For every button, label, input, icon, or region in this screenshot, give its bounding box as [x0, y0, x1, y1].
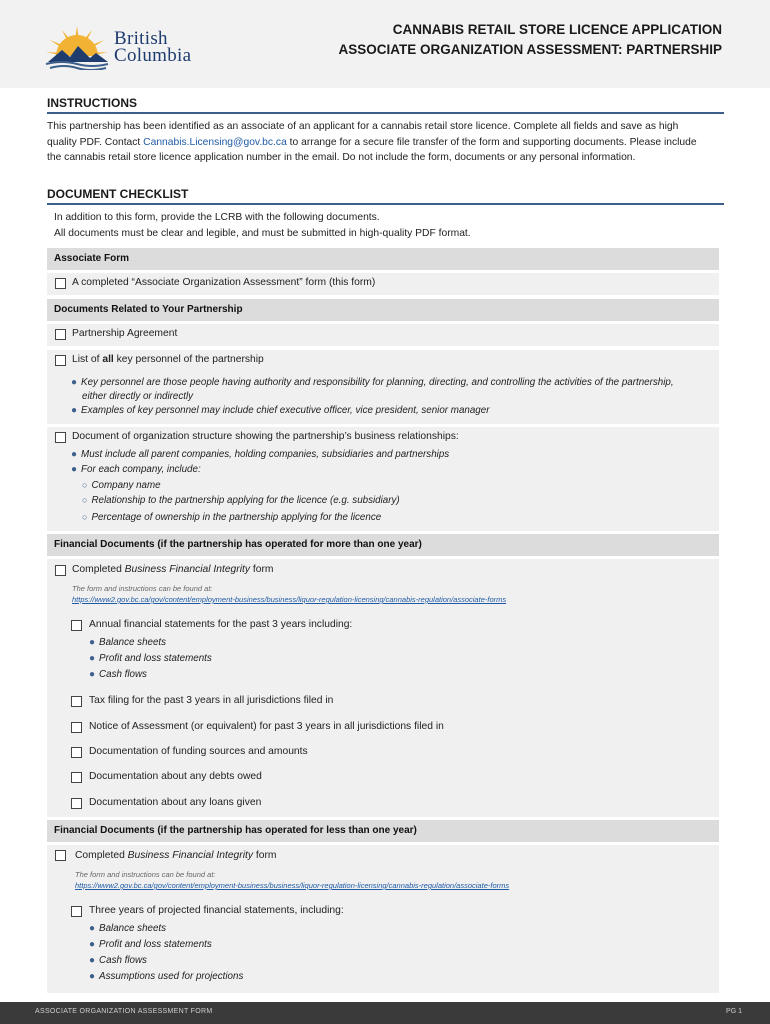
notice-assessment-label: Notice of Assessment (or equivalent) for past 3 years in all jurisdictions filed in — [89, 721, 444, 732]
title-line-2: ASSOCIATE ORGANIZATION ASSESSMENT: PARTNERSHIP — [338, 42, 722, 57]
bfi-less-found-at: The form and instructions can be found at: — [75, 870, 216, 879]
os-sub-3: Percentage of ownership in the partnership applying for the licence — [91, 512, 382, 523]
bfi-more-label — [72, 564, 273, 575]
proj-b2: Profit and loss statements — [99, 939, 212, 950]
key-personnel-row — [47, 350, 719, 424]
list-item: ● Balance sheets — [89, 637, 167, 648]
bfi-less-post: form — [253, 850, 277, 861]
checkbox-bfi-less[interactable] — [55, 850, 66, 861]
checkbox-projected-statements[interactable] — [71, 906, 82, 917]
instructions-line-2 — [47, 135, 737, 151]
bfi-less-label — [75, 850, 276, 861]
bc-logo — [42, 22, 212, 70]
footer-page-number: PG 1 — [726, 1008, 742, 1015]
section-band-financial-less: Financial Documents (if the partnership has operated for less than one year) — [47, 820, 719, 842]
instructions-line-2-post: to arrange for a secure file transfer of the form and supporting documents. Please include — [286, 136, 697, 148]
instructions-line-1: This partnership has been identified as an associate of an applicant for a cannabis retail store licence. Complete all fields and save as high — [47, 121, 679, 132]
document-title — [338, 20, 722, 60]
bfi-more-pre: Completed — [72, 564, 125, 575]
bfi-less-url-link[interactable]: https://www2.gov.bc.ca/gov/content/employment-business/business/liquor-regulation-licensing/cannabis-regulation/associate-forms — [75, 881, 510, 890]
proj-b3: Cash flows — [99, 955, 147, 966]
checklist-intro — [54, 210, 744, 241]
projected-statements-label: Three years of projected financial statements, including: — [89, 905, 344, 916]
proj-b1: Balance sheets — [99, 923, 167, 934]
annual-b3: Cash flows — [99, 669, 147, 680]
list-item: ● Examples of key personnel may include chief executive officer, vice president, senior manager — [71, 405, 490, 416]
list-item: ○ Company name — [82, 480, 161, 491]
page-footer — [0, 1002, 770, 1024]
section-band-financial-more: Financial Documents (if the partnership has operated for more than one year) — [47, 534, 719, 556]
checkbox-org-structure[interactable] — [55, 432, 66, 443]
checkbox-key-personnel[interactable] — [55, 355, 66, 366]
kp-bullet-1a: Key personnel are those people having authority and responsibility for planning, directing, and controlling the activities of the partnership, — [81, 377, 674, 388]
checkbox-partnership-agreement[interactable] — [55, 329, 66, 340]
key-personnel-label — [72, 354, 264, 365]
associate-form-label: A completed “Associate Organization Assessment” form (this form) — [72, 277, 376, 288]
list-item: ● Cash flows — [89, 955, 147, 966]
annual-b2: Profit and loss statements — [99, 653, 212, 664]
checkbox-funding-sources[interactable] — [71, 747, 82, 758]
key-personnel-post: key personnel of the partnership — [113, 354, 264, 365]
instructions-text — [47, 119, 737, 166]
checklist-intro-1: In addition to this form, provide the LCRB with the following documents. — [54, 212, 380, 223]
bfi-more-found-at: The form and instructions can be found at: — [72, 584, 213, 593]
instructions-line-3: the cannabis retail store licence application number in the email. Do not include the form, documents or any personal information. — [47, 152, 636, 163]
logo-text-columbia: Columbia — [114, 45, 192, 66]
associate-form-row — [47, 273, 719, 295]
list-item: ● Assumptions used for projections — [89, 971, 244, 982]
instructions-line-2-pre: quality PDF. Contact — [47, 136, 144, 148]
financial-more-box — [47, 559, 719, 817]
page-header — [0, 0, 770, 88]
checkbox-debts-owed[interactable] — [71, 772, 82, 783]
annual-statements-label: Annual financial statements for the past 3 years including: — [89, 619, 353, 630]
list-item: ● Key personnel are those people having authority and responsibility for planning, directing, and controlling the activities of the partnership, — [71, 377, 674, 388]
list-item: ● Cash flows — [89, 669, 147, 680]
checklist-rule — [47, 203, 724, 205]
instructions-title: INSTRUCTIONS — [47, 96, 137, 110]
funding-sources-label: Documentation of funding sources and amounts — [89, 746, 308, 757]
org-structure-row — [47, 427, 719, 531]
key-personnel-pre: List of — [72, 354, 103, 365]
checklist-intro-2: All documents must be clear and legible, and must be submitted in high-quality PDF format. — [54, 227, 471, 239]
kp-bullet-2: Examples of key personnel may include chief executive officer, vice president, senior manager — [81, 405, 490, 416]
bfi-more-italic: Business Financial Integrity — [124, 564, 250, 575]
bfi-more-post: form — [250, 564, 274, 575]
os-sub-1: Company name — [91, 480, 161, 491]
os-bullet-2: For each company, include: — [81, 464, 201, 475]
list-item: ● Must include all parent companies, holding companies, subsidiaries and partnerships — [71, 449, 450, 460]
annual-b1: Balance sheets — [99, 637, 167, 648]
footer-form-name: ASSOCIATE ORGANIZATION ASSESSMENT FORM — [35, 1008, 213, 1015]
bc-sun-mountain-icon — [42, 22, 112, 70]
email-link[interactable]: Cannabis.Licensing@gov.bc.ca — [143, 136, 287, 148]
key-personnel-bold: all — [102, 354, 114, 365]
financial-less-box — [47, 845, 719, 993]
checkbox-associate-form[interactable] — [55, 278, 66, 289]
proj-b4: Assumptions used for projections — [99, 971, 244, 982]
loans-given-label: Documentation about any loans given — [89, 797, 262, 808]
list-item: ● Profit and loss statements — [89, 653, 212, 664]
section-band-partnership-docs: Documents Related to Your Partnership — [47, 299, 719, 321]
os-bullet-1: Must include all parent companies, holding companies, subsidiaries and partnerships — [81, 449, 450, 460]
list-item: ○ Percentage of ownership in the partnership applying for the licence — [82, 512, 382, 523]
list-item: ● Profit and loss statements — [89, 939, 212, 950]
partnership-agreement-row — [47, 324, 719, 346]
org-structure-label: Document of organization structure showing the partnership’s business relationships: — [72, 431, 459, 442]
checkbox-annual-statements[interactable] — [71, 620, 82, 631]
partnership-agreement-label: Partnership Agreement — [72, 328, 178, 339]
checkbox-notice-assessment[interactable] — [71, 722, 82, 733]
instructions-rule — [47, 112, 724, 114]
debts-owed-label: Documentation about any debts owed — [89, 771, 262, 782]
list-item: ● Balance sheets — [89, 923, 167, 934]
checkbox-loans-given[interactable] — [71, 798, 82, 809]
logo-text-british: British — [114, 28, 168, 49]
kp-bullet-1b: either directly or indirectly — [82, 391, 194, 402]
checklist-title: DOCUMENT CHECKLIST — [47, 187, 189, 201]
checkbox-tax-filing[interactable] — [71, 696, 82, 707]
section-band-associate-form: Associate Form — [47, 248, 719, 270]
tax-filing-label: Tax filing for the past 3 years in all jurisdictions filed in — [89, 695, 334, 706]
list-item: ○ Relationship to the partnership applying for the licence (e.g. subsidiary) — [82, 495, 400, 506]
bfi-more-url-link[interactable]: https://www2.gov.bc.ca/gov/content/employment-business/business/liquor-regulation-licensing/cannabis-regulation/associate-forms — [72, 595, 507, 604]
checkbox-bfi-more[interactable] — [55, 565, 66, 576]
bfi-less-pre: Completed — [75, 850, 128, 861]
title-line-1: CANNABIS RETAIL STORE LICENCE APPLICATION — [392, 22, 722, 37]
list-item: ● For each company, include: — [71, 464, 201, 475]
bfi-less-italic: Business Financial Integrity — [127, 850, 253, 861]
os-sub-2: Relationship to the partnership applying for the licence (e.g. subsidiary) — [91, 495, 400, 506]
